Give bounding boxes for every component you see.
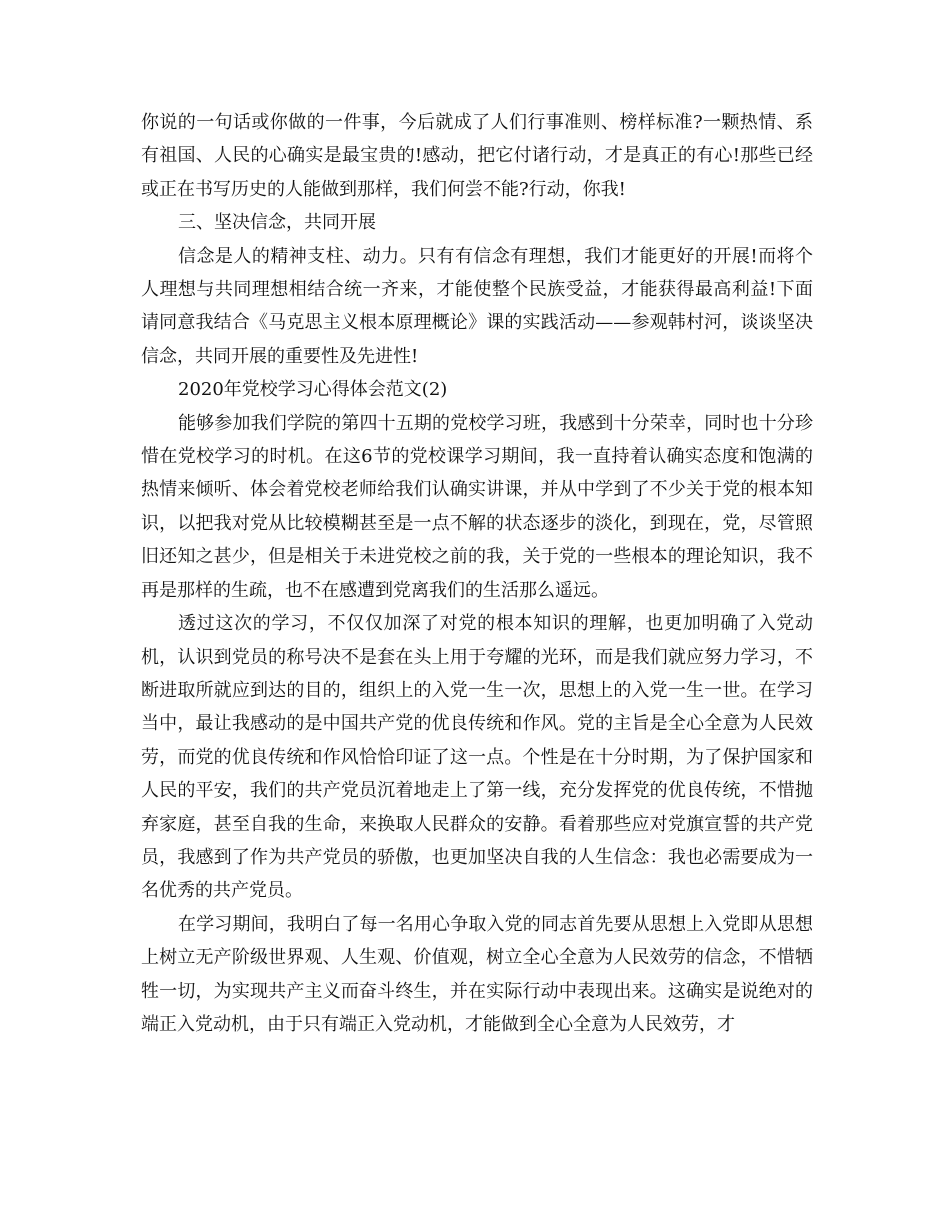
- document-body: [141, 106, 813, 1041]
- paragraph-3: 能够参加我们学院的第四十五期的党校学习班，我感到十分荣幸，同时也十分珍惜在党校学习的时机。在这6节的党校课学习期间，我一直持着认确实态度和饱满的热情来倾听、体会着党校老师给我们认确实讲课，并从中学到了不少关于党的根本知识，以把我对党从比较模糊甚至是一点不解的状态逐步的淡化，到现在，党，尽管照旧还知之甚少，但是相关于未进党校之前的我，关于党的一些根本的理论知识，我不再是那样的生疏，也不在感遭到党离我们的生活那么遥远。: [141, 412, 813, 601]
- section-heading-3: 三、坚决信念，共同开展: [178, 212, 376, 234]
- article-title: 2020年党校学习心得体会范文(2): [178, 379, 448, 401]
- paragraph-1: 你说的一句话或你做的一件事，今后就成了人们行事准则、榜样标准?一颗热情、系有祖国、人民的心确实是最宝贵的!感动，把它付诸行动，才是真正的有心!那些已经或正在书写历史的人能做到那样，我们何尝不能?行动，你我!: [141, 112, 813, 200]
- paragraph-5: 在学习期间，我明白了每一名用心争取入党的同志首先要从思想上入党即从思想上树立无产阶级世界观、人生观、价值观，树立全心全意为人民效劳的信念，不惜牺牲一切，为实现共产主义而奋斗终生，并在实际行动中表现出来。这确实是说绝对的端正入党动机，由于只有端正入党动机，才能做到全心全意为人民效劳，才: [141, 913, 813, 1035]
- paragraph-4: 透过这次的学习，不仅仅加深了对党的根本知识的理解，也更加明确了入党动机，认识到党员的称号决不是套在头上用于夸耀的光环，而是我们就应努力学习，不断进取所就应到达的目的，组织上的入党一生一次，思想上的入党一生一世。在学习当中，最让我感动的是中国共产党的优良传统和作风。党的主旨是全心全意为人民效劳，而党的优良传统和作风恰恰印证了这一点。个性是在十分时期，为了保护国家和人民的平安，我们的共产党员沉着地走上了第一线，充分发挥党的优良传统，不惜抛弃家庭，甚至自我的生命，来换取人民群众的安静。看着那些应对党旗宣誓的共产党员，我感到了作为共产党员的骄傲，也更加坚决自我的人生信念：我也必需要成为一名优秀的共产党员。: [141, 613, 813, 902]
- paragraph-2: 信念是人的精神支柱、动力。只有有信念有理想，我们才能更好的开展!而将个人理想与共同理想相结合统一齐来，才能使整个民族受益，才能获得最高利益!下面请同意我结合《马克思主义根本原理概论》课的实践活动——参观韩村河，谈谈坚决信念，共同开展的重要性及先进性!: [141, 245, 813, 367]
